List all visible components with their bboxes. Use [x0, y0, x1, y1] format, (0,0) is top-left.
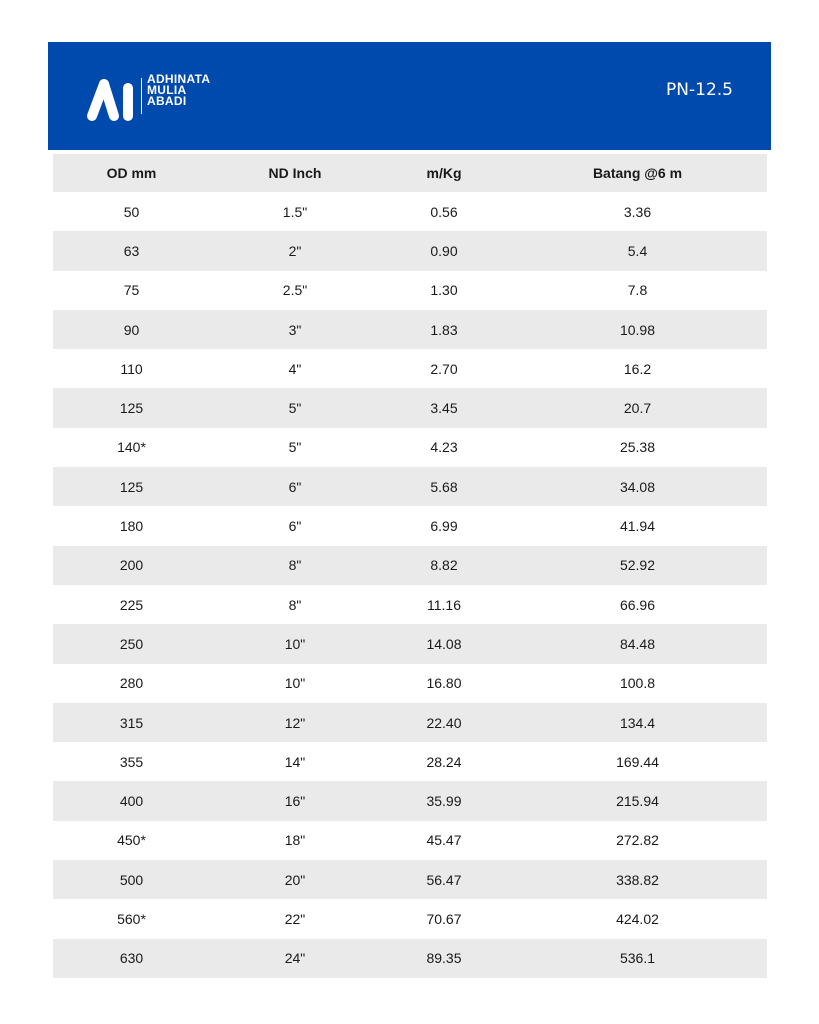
cell-weight: 35.99	[380, 781, 508, 820]
column-header-weight: m/Kg	[380, 154, 508, 192]
table-row	[53, 231, 767, 270]
cell-weight: 45.47	[426, 832, 462, 849]
cell-od: 250	[53, 624, 210, 663]
cell-od: 450*	[117, 832, 146, 849]
cell-batang: 20.7	[508, 388, 767, 427]
brand-logo	[84, 70, 244, 126]
cell-weight: 0.90	[380, 231, 508, 270]
cell-od: 90	[53, 310, 210, 349]
cell-batang: 272.82	[616, 832, 659, 849]
cell-nd: 1.5"	[282, 203, 308, 220]
cell-nd: 3"	[210, 310, 380, 349]
table-row	[53, 349, 767, 388]
cell-od: 280	[119, 675, 144, 692]
cell-batang: 10.98	[508, 310, 767, 349]
cell-od: 125	[53, 388, 210, 427]
cell-nd: 6"	[288, 518, 302, 535]
cell-batang: 5.4	[508, 231, 767, 270]
table-row	[53, 899, 767, 938]
cell-weight: 6.99	[430, 518, 458, 535]
cell-nd: 12"	[210, 703, 380, 742]
table-row	[53, 585, 767, 624]
cell-batang: 41.94	[619, 518, 656, 535]
cell-batang: 338.82	[508, 860, 767, 899]
table-row	[53, 310, 767, 349]
cell-batang: 16.2	[623, 360, 652, 377]
table-row	[53, 624, 767, 663]
column-header-nd: ND Inch	[210, 154, 380, 192]
cell-nd: 18"	[284, 832, 306, 849]
table-row	[53, 742, 767, 781]
cell-nd: 4"	[288, 360, 302, 377]
cell-od: 75	[123, 282, 140, 299]
table-row	[53, 703, 767, 742]
table-row	[53, 467, 767, 506]
cell-batang: 169.44	[616, 753, 659, 770]
table-row	[53, 821, 767, 860]
cell-weight: 0.56	[430, 203, 458, 220]
table-row	[53, 546, 767, 585]
pressure-nominal-label: PN-12.5	[666, 80, 733, 100]
table-row	[53, 664, 767, 703]
table-body	[53, 192, 767, 978]
cell-weight: 8.82	[380, 546, 508, 585]
cell-nd: 14"	[284, 753, 306, 770]
cell-od: 315	[53, 703, 210, 742]
cell-nd: 8"	[288, 596, 302, 613]
cell-weight: 3.45	[380, 388, 508, 427]
table-row	[53, 860, 767, 899]
cell-od: 355	[119, 753, 144, 770]
cell-batang: 66.96	[619, 596, 656, 613]
table-header-row	[53, 154, 767, 192]
cell-batang: 215.94	[508, 781, 767, 820]
cell-od: 180	[119, 518, 144, 535]
brand-line-3: ABADI	[147, 94, 187, 108]
cell-nd: 5"	[210, 388, 380, 427]
brand-line-1: ADHINATA	[147, 72, 211, 86]
table-row	[53, 192, 767, 231]
brand-name	[147, 74, 210, 107]
cell-batang: 134.4	[508, 703, 767, 742]
cell-batang: 34.08	[508, 467, 767, 506]
cell-batang: 7.8	[627, 282, 648, 299]
cell-weight: 11.16	[427, 596, 461, 613]
cell-weight: 5.68	[380, 467, 508, 506]
column-header-batang: Batang @6 m	[508, 154, 767, 192]
cell-od: 125	[53, 467, 210, 506]
pipe-spec-table	[53, 154, 767, 978]
logo-mark-icon	[84, 72, 138, 124]
cell-nd: 22"	[284, 910, 306, 927]
cell-od: 110	[120, 360, 143, 377]
cell-nd: 6"	[210, 467, 380, 506]
cell-nd: 10"	[210, 624, 380, 663]
cell-nd: 20"	[210, 860, 380, 899]
cell-weight: 1.30	[430, 282, 458, 299]
cell-weight: 1.83	[380, 310, 508, 349]
cell-batang: 100.8	[619, 675, 656, 692]
cell-od: 500	[53, 860, 210, 899]
cell-batang: 52.92	[508, 546, 767, 585]
brand-line-2: MULIA	[147, 83, 187, 97]
table-row	[53, 388, 767, 427]
cell-nd: 5"	[288, 439, 302, 456]
logo-divider	[141, 78, 142, 114]
cell-od: 225	[119, 596, 144, 613]
table-row	[53, 781, 767, 820]
cell-od: 400	[53, 781, 210, 820]
cell-od: 560*	[117, 910, 146, 927]
cell-nd: 2.5"	[282, 282, 308, 299]
table-row	[53, 939, 767, 978]
cell-weight: 89.35	[380, 939, 508, 978]
table-row	[53, 271, 767, 310]
cell-weight: 28.24	[426, 753, 462, 770]
cell-od: 200	[53, 546, 210, 585]
cell-batang: 3.36	[623, 203, 652, 220]
pipe-spec-table-container	[53, 154, 767, 978]
cell-weight: 14.08	[380, 624, 508, 663]
cell-nd: 24"	[210, 939, 380, 978]
cell-batang: 424.02	[616, 910, 659, 927]
cell-nd: 8"	[210, 546, 380, 585]
table-row	[53, 506, 767, 545]
cell-weight: 70.67	[426, 910, 462, 927]
cell-od: 50	[123, 203, 140, 220]
cell-weight: 56.47	[380, 860, 508, 899]
cell-nd: 2"	[210, 231, 380, 270]
cell-nd: 10"	[284, 675, 306, 692]
cell-od: 140*	[117, 439, 146, 456]
cell-batang: 536.1	[508, 939, 767, 978]
header-banner	[48, 42, 771, 150]
cell-od: 630	[53, 939, 210, 978]
column-header-od: OD mm	[53, 154, 210, 192]
cell-weight: 2.70	[430, 360, 458, 377]
cell-weight: 4.23	[430, 439, 458, 456]
cell-weight: 22.40	[380, 703, 508, 742]
cell-batang: 25.38	[619, 439, 656, 456]
cell-nd: 16"	[210, 781, 380, 820]
cell-batang: 84.48	[508, 624, 767, 663]
cell-weight: 16.80	[426, 675, 462, 692]
cell-od: 63	[53, 231, 210, 270]
table-row	[53, 428, 767, 467]
